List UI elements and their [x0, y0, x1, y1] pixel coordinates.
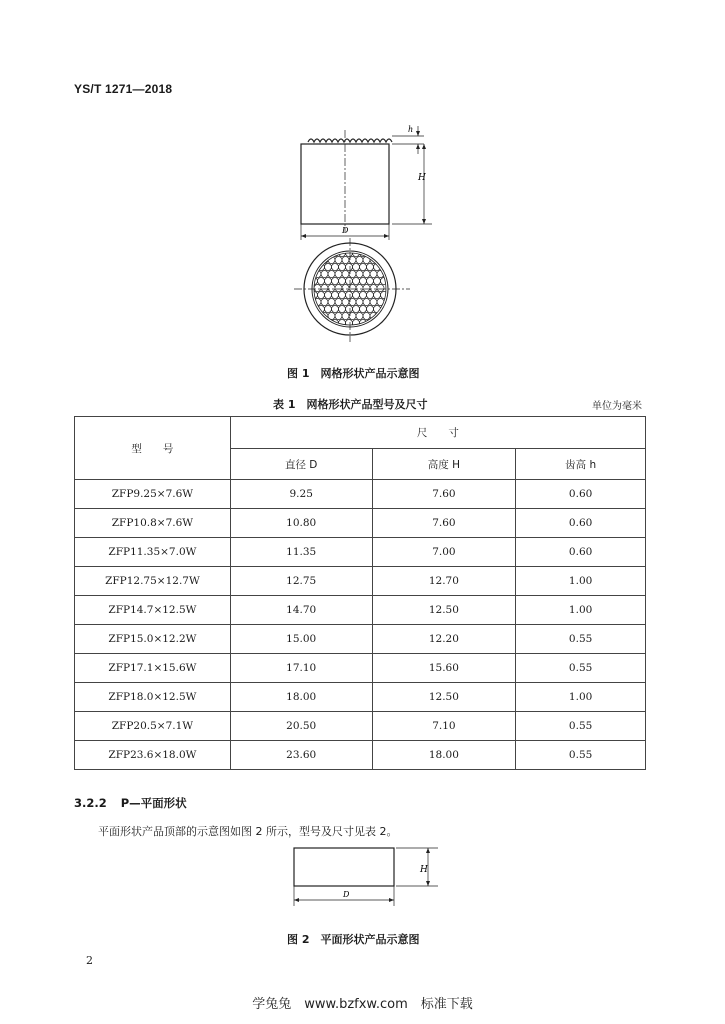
cell-diameter: 23.60: [230, 741, 372, 770]
section-number: 3.2.2: [74, 796, 107, 810]
cell-model: ZFP10.8×7.6W: [75, 509, 231, 538]
unit-note: 单位为毫米: [592, 401, 642, 412]
label-H: H: [420, 865, 428, 875]
cell-tooth-height: 1.00: [516, 567, 646, 596]
cell-model: ZFP18.0×12.5W: [75, 683, 231, 712]
cell-tooth-height: 1.00: [516, 596, 646, 625]
watermark: 学兔兔 www.bzfxw.com 标准下载: [252, 997, 473, 1012]
table-row: [75, 683, 646, 712]
cell-tooth-height: 0.60: [516, 538, 646, 567]
table-row: [75, 509, 646, 538]
cell-height: 12.70: [372, 567, 516, 596]
cell-model: ZFP12.75×12.7W: [75, 567, 231, 596]
header-tooth-height: 齿高 h: [516, 449, 646, 480]
header-height: 高度 H: [372, 449, 516, 480]
cell-model: ZFP23.6×18.0W: [75, 741, 231, 770]
cell-model: ZFP11.35×7.0W: [75, 538, 231, 567]
standard-code: YS/T 1271—2018: [74, 82, 173, 96]
cell-diameter: 12.75: [230, 567, 372, 596]
cell-height: 7.00: [372, 538, 516, 567]
cell-height: 12.20: [372, 625, 516, 654]
cell-height: 7.60: [372, 509, 516, 538]
cell-model: ZFP20.5×7.1W: [75, 712, 231, 741]
table-row: [75, 538, 646, 567]
cell-tooth-height: 0.55: [516, 654, 646, 683]
label-D: D: [343, 890, 350, 899]
figure2-caption: 图 2 平面形状产品示意图: [287, 933, 420, 946]
table1: [74, 416, 646, 770]
figure1-side-view: [292, 120, 442, 245]
figure2-side-view: [288, 842, 448, 910]
label-H: H: [418, 173, 426, 183]
cell-tooth-height: 0.55: [516, 712, 646, 741]
table-row: [75, 654, 646, 683]
section-paragraph: 平面形状产品顶部的示意图如图 2 所示，型号及尺寸见表 2。: [98, 825, 398, 838]
figure1-top-view: [290, 236, 420, 346]
cell-diameter: 9.25: [230, 480, 372, 509]
cell-diameter: 18.00: [230, 683, 372, 712]
cell-height: 15.60: [372, 654, 516, 683]
header-dimension: 尺 寸: [230, 417, 645, 449]
cell-height: 7.10: [372, 712, 516, 741]
section-title: P—平面形状: [120, 796, 187, 810]
cell-diameter: 11.35: [230, 538, 372, 567]
cell-model: ZFP15.0×12.2W: [75, 625, 231, 654]
cell-diameter: 17.10: [230, 654, 372, 683]
label-D: D: [342, 226, 349, 235]
cell-model: ZFP14.7×12.5W: [75, 596, 231, 625]
figure1-caption: 图 1 网格形状产品示意图: [287, 367, 420, 380]
cell-height: 12.50: [372, 596, 516, 625]
label-h: h: [408, 125, 414, 134]
cell-tooth-height: 0.55: [516, 625, 646, 654]
cell-tooth-height: 0.60: [516, 480, 646, 509]
cell-diameter: 10.80: [230, 509, 372, 538]
cell-tooth-height: 0.60: [516, 509, 646, 538]
cell-tooth-height: 1.00: [516, 683, 646, 712]
section-heading: [74, 795, 187, 811]
header-model: 型 号: [75, 417, 231, 480]
cell-model: ZFP17.1×15.6W: [75, 654, 231, 683]
table-row: [75, 625, 646, 654]
table1-title: 表 1 网格形状产品型号及尺寸: [273, 398, 428, 411]
table-row: [75, 741, 646, 770]
table-row: [75, 712, 646, 741]
header-diameter: 直径 D: [230, 449, 372, 480]
cell-diameter: 14.70: [230, 596, 372, 625]
cell-height: 12.50: [372, 683, 516, 712]
cell-height: 18.00: [372, 741, 516, 770]
cell-diameter: 15.00: [230, 625, 372, 654]
cell-diameter: 20.50: [230, 712, 372, 741]
table-row: [75, 567, 646, 596]
cell-height: 7.60: [372, 480, 516, 509]
cell-tooth-height: 0.55: [516, 741, 646, 770]
table-row: [75, 480, 646, 509]
cell-model: ZFP9.25×7.6W: [75, 480, 231, 509]
page-number: 2: [86, 954, 93, 967]
table-row: [75, 596, 646, 625]
